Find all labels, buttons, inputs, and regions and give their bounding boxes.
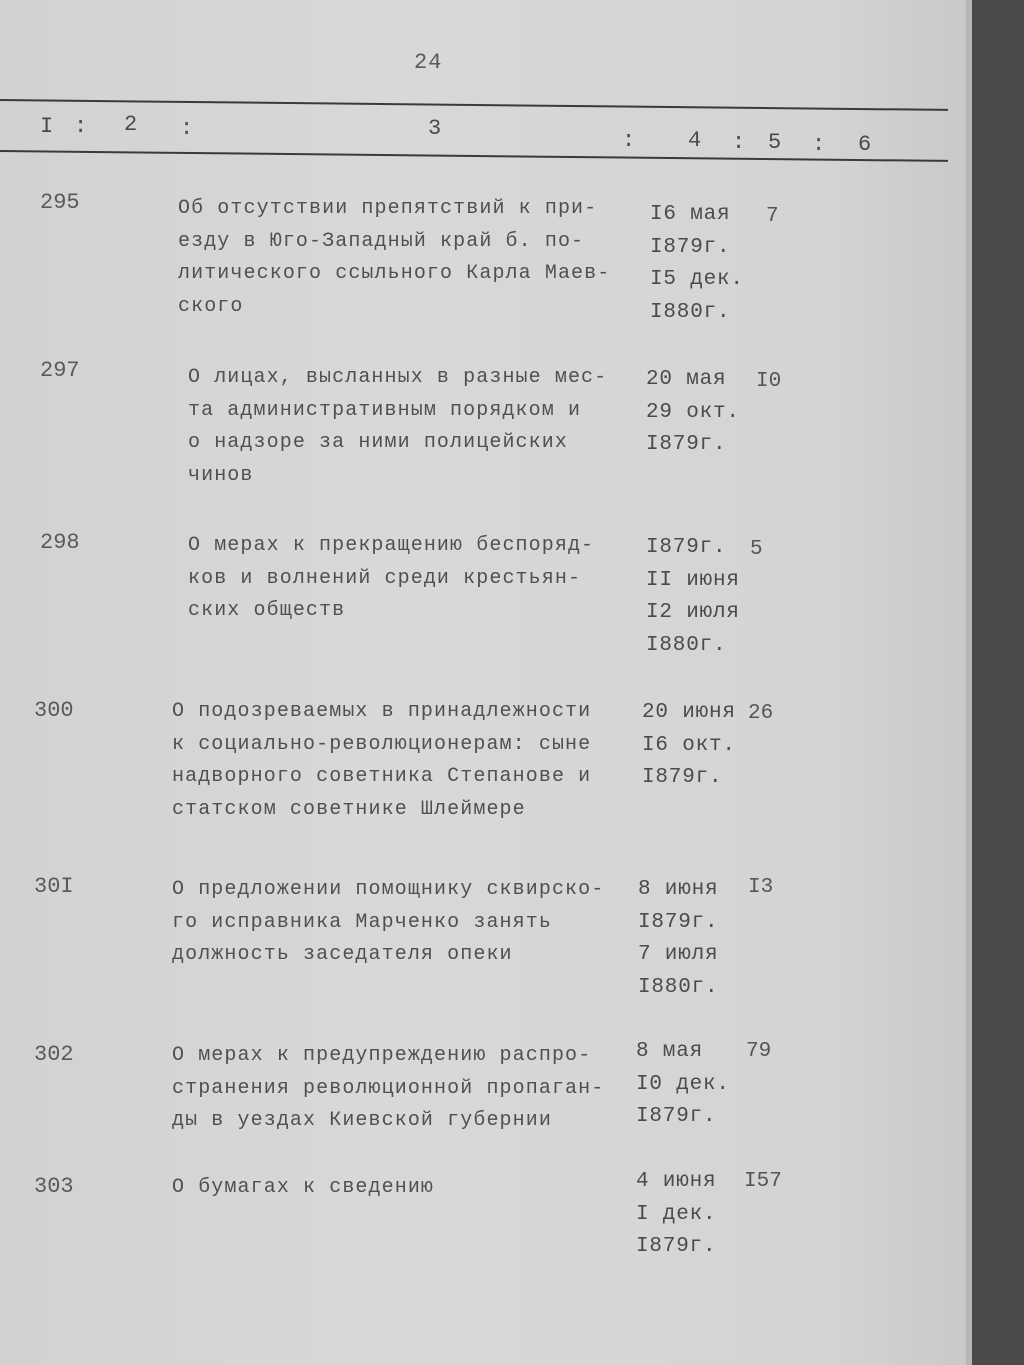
entry-number: 300	[34, 698, 74, 723]
date-line: 4 июня	[636, 1170, 717, 1193]
entry-dates	[646, 364, 740, 462]
date-line: I879г.	[636, 1105, 717, 1128]
description-line: литического ссыльного Карла Маев-	[178, 262, 611, 285]
sheet-count: I3	[748, 876, 774, 899]
description-line: го исправника Марченко занять	[172, 910, 552, 934]
description-line: езду в Юго-Западный край б. по-	[178, 229, 585, 253]
description-line: О подозреваемых в принадлежности	[172, 700, 592, 723]
entry-number: 303	[34, 1174, 74, 1199]
entry-dates	[638, 874, 718, 1004]
sheet-count: 5	[750, 538, 763, 561]
entry-number: 297	[40, 358, 80, 383]
description-line: о надзоре за ними полицейских	[188, 431, 568, 454]
date-line: 29 окт.	[646, 400, 740, 424]
date-line: I6 мая	[650, 203, 731, 226]
entry-description	[178, 193, 610, 323]
header-sep-1: :	[74, 114, 88, 139]
description-line: ков и волнений среди крестьян-	[188, 566, 582, 590]
header-sep-4: :	[732, 130, 746, 155]
description-line: О предложении помощнику сквирско-	[172, 878, 605, 901]
description-line: ского	[178, 294, 244, 318]
date-line: I879г.	[646, 536, 727, 559]
entry-number: 302	[34, 1042, 74, 1067]
sheet-count: 26	[748, 702, 774, 725]
date-line: 8 июня	[638, 878, 719, 901]
entry-number: 295	[40, 190, 80, 215]
date-line: I880г.	[650, 300, 731, 324]
date-line: I880г.	[638, 975, 719, 999]
entry-description	[188, 530, 594, 628]
header-col-4: 4	[688, 128, 702, 153]
date-line: 20 июня	[642, 701, 736, 724]
description-line: та административным порядком и	[188, 398, 582, 422]
sheet-count: I0	[756, 370, 782, 393]
date-line: I0 дек.	[636, 1072, 730, 1096]
entry-dates	[636, 1166, 716, 1264]
entry-description	[172, 1040, 604, 1138]
date-line: I5 дек.	[650, 268, 744, 291]
header-col-2: 2	[124, 112, 138, 137]
sheet-count: 7	[766, 205, 779, 228]
date-line: I879г.	[650, 235, 731, 259]
description-line: к социально-революционерам: сыне	[172, 732, 592, 756]
sheet-count: I57	[744, 1170, 782, 1193]
date-line: I879г.	[646, 433, 727, 456]
entry-description	[172, 874, 604, 972]
description-line: О бумагах к сведению	[172, 1176, 435, 1199]
header-sep-5: :	[812, 132, 826, 157]
date-line: 7 июля	[638, 943, 719, 966]
header-sep-3: :	[622, 128, 636, 153]
header-sep-2: :	[180, 116, 194, 141]
entry-dates	[642, 697, 736, 795]
entry-dates	[646, 532, 740, 662]
entry-dates	[636, 1036, 730, 1134]
sheet-count: 79	[746, 1040, 772, 1063]
date-line: I дек.	[636, 1202, 717, 1226]
date-line: I879г.	[642, 766, 723, 789]
entry-number: 298	[40, 530, 80, 555]
description-line: О лицах, высланных в разные мес-	[188, 366, 608, 389]
page-number: 24	[414, 50, 443, 75]
header-rule-bottom	[0, 150, 948, 162]
description-line: чинов	[188, 463, 254, 487]
header-col-6: 6	[858, 132, 872, 157]
entry-description	[172, 1172, 434, 1205]
entry-description	[188, 362, 607, 492]
date-line: 8 мая	[636, 1040, 704, 1063]
header-col-3: 3	[428, 116, 442, 141]
description-line: странения революционной пропаган-	[172, 1076, 605, 1100]
date-line: I6 окт.	[642, 733, 736, 757]
description-line: Об отсутствии препятствий к при-	[178, 197, 598, 220]
description-line: О мерах к прекращению беспоряд-	[188, 534, 595, 557]
entry-description	[172, 696, 591, 826]
description-line: статском советнике Шлеймере	[172, 797, 526, 821]
entry-dates	[650, 199, 744, 329]
date-line: I879г.	[638, 910, 719, 934]
page-edge	[966, 0, 972, 1365]
description-line: ды в уездах Киевской губернии	[172, 1109, 552, 1132]
date-line: I880г.	[646, 633, 727, 657]
header-col-5: 5	[768, 130, 782, 155]
date-line: II июня	[646, 568, 740, 592]
entry-number: 30I	[34, 874, 74, 899]
date-line: I879г.	[636, 1235, 717, 1258]
description-line: ских обществ	[188, 599, 346, 622]
description-line: должность заседателя опеки	[172, 943, 513, 966]
header-rule-top	[0, 99, 948, 111]
date-line: 20 мая	[646, 368, 727, 391]
description-line: О мерах к предупреждению распро-	[172, 1044, 592, 1067]
description-line: надворного советника Степанове и	[172, 765, 592, 788]
header-col-1: I	[40, 114, 54, 139]
date-line: I2 июля	[646, 601, 740, 624]
